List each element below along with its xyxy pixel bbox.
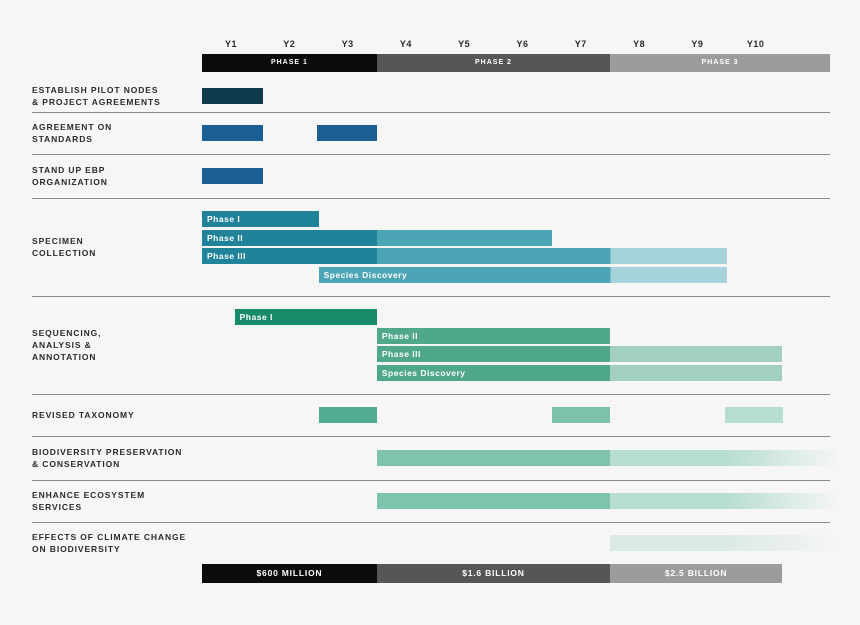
row-label-enhance-ecosystem-services: ENHANCE ECOSYSTEM SERVICES <box>32 490 146 512</box>
bar-specimen-collection-1 <box>202 211 319 227</box>
row-separator <box>32 112 830 113</box>
bar-sequencing-analysis-annotation-2 <box>377 328 610 344</box>
bar-label: Phase I <box>239 311 273 322</box>
row-label-agreement-on-standards: AGREEMENT ON STANDARDS <box>32 122 113 144</box>
row-label-effects-of-climate-change: EFFECTS OF CLIMATE CHANGE ON BIODIVERSITY <box>32 532 187 554</box>
year-label-y2: Y2 <box>283 39 296 49</box>
budget-bar-1: $600 MILLION <box>202 564 377 583</box>
row-separator <box>32 522 830 523</box>
bar-specimen-collection-4 <box>319 267 727 283</box>
year-label-y10: Y10 <box>746 39 765 49</box>
bar-label: Species Discovery <box>323 270 408 281</box>
phase-header-3: PHASE 3 <box>610 54 830 72</box>
row-label-establish-pilot-nodes: ESTABLISH PILOT NODES & PROJECT AGREEMENTS <box>32 85 161 107</box>
bar-label: Species Discovery <box>381 368 466 379</box>
bar-agreement-on-standards-1 <box>202 125 263 141</box>
row-separator <box>32 296 830 297</box>
bar-biodiversity-preservation-1 <box>377 450 840 466</box>
row-label-revised-taxonomy: REVISED TAXONOMY <box>32 410 135 420</box>
year-label-y6: Y6 <box>516 39 529 49</box>
year-label-y3: Y3 <box>341 39 354 49</box>
row-separator <box>32 480 830 481</box>
row-label-sequencing-analysis-annotation: SEQUENCING, ANALYSIS & ANNOTATION <box>32 328 102 362</box>
row-label-stand-up-ebp-organization: STAND UP EBP ORGANIZATION <box>32 165 108 187</box>
budget-bar-2: $1.6 BILLION <box>377 564 610 583</box>
bar-label: Phase III <box>381 349 421 360</box>
bar-enhance-ecosystem-services-1 <box>377 493 840 509</box>
bar-label: Phase II <box>207 232 244 243</box>
bar-label: Phase I <box>207 213 241 224</box>
row-separator <box>32 154 830 155</box>
bar-specimen-collection-3 <box>202 248 727 264</box>
row-separator <box>32 394 830 395</box>
row-separator <box>32 198 830 199</box>
phase-header-2: PHASE 2 <box>377 54 610 72</box>
year-label-y4: Y4 <box>399 39 412 49</box>
bar-revised-taxonomy-1 <box>319 407 377 423</box>
bar-label: Phase II <box>381 330 419 341</box>
bar-sequencing-analysis-annotation-4 <box>377 365 782 381</box>
year-label-y7: Y7 <box>574 39 587 49</box>
bar-label: Phase III <box>207 251 246 262</box>
bar-sequencing-analysis-annotation-1 <box>235 309 377 325</box>
bar-establish-pilot-nodes-1 <box>202 88 263 104</box>
year-label-y1: Y1 <box>224 39 237 49</box>
year-label-y5: Y5 <box>458 39 471 49</box>
bar-stand-up-ebp-organization-1 <box>202 168 263 184</box>
year-label-y8: Y8 <box>633 39 646 49</box>
row-label-specimen-collection: SPECIMEN COLLECTION <box>32 236 97 258</box>
bar-revised-taxonomy-2 <box>552 407 610 423</box>
bar-revised-taxonomy-3 <box>725 407 783 423</box>
phase-header-1: PHASE 1 <box>202 54 377 72</box>
bar-agreement-on-standards-2 <box>317 125 377 141</box>
bar-sequencing-analysis-annotation-3 <box>377 346 782 362</box>
year-label-y9: Y9 <box>691 39 704 49</box>
row-separator <box>32 436 830 437</box>
bar-effects-of-climate-change-1 <box>610 535 840 551</box>
budget-bar-3: $2.5 BILLION <box>610 564 782 583</box>
bar-specimen-collection-2 <box>202 230 552 246</box>
row-label-biodiversity-preservation: BIODIVERSITY PRESERVATION & CONSERVATION <box>32 447 183 469</box>
